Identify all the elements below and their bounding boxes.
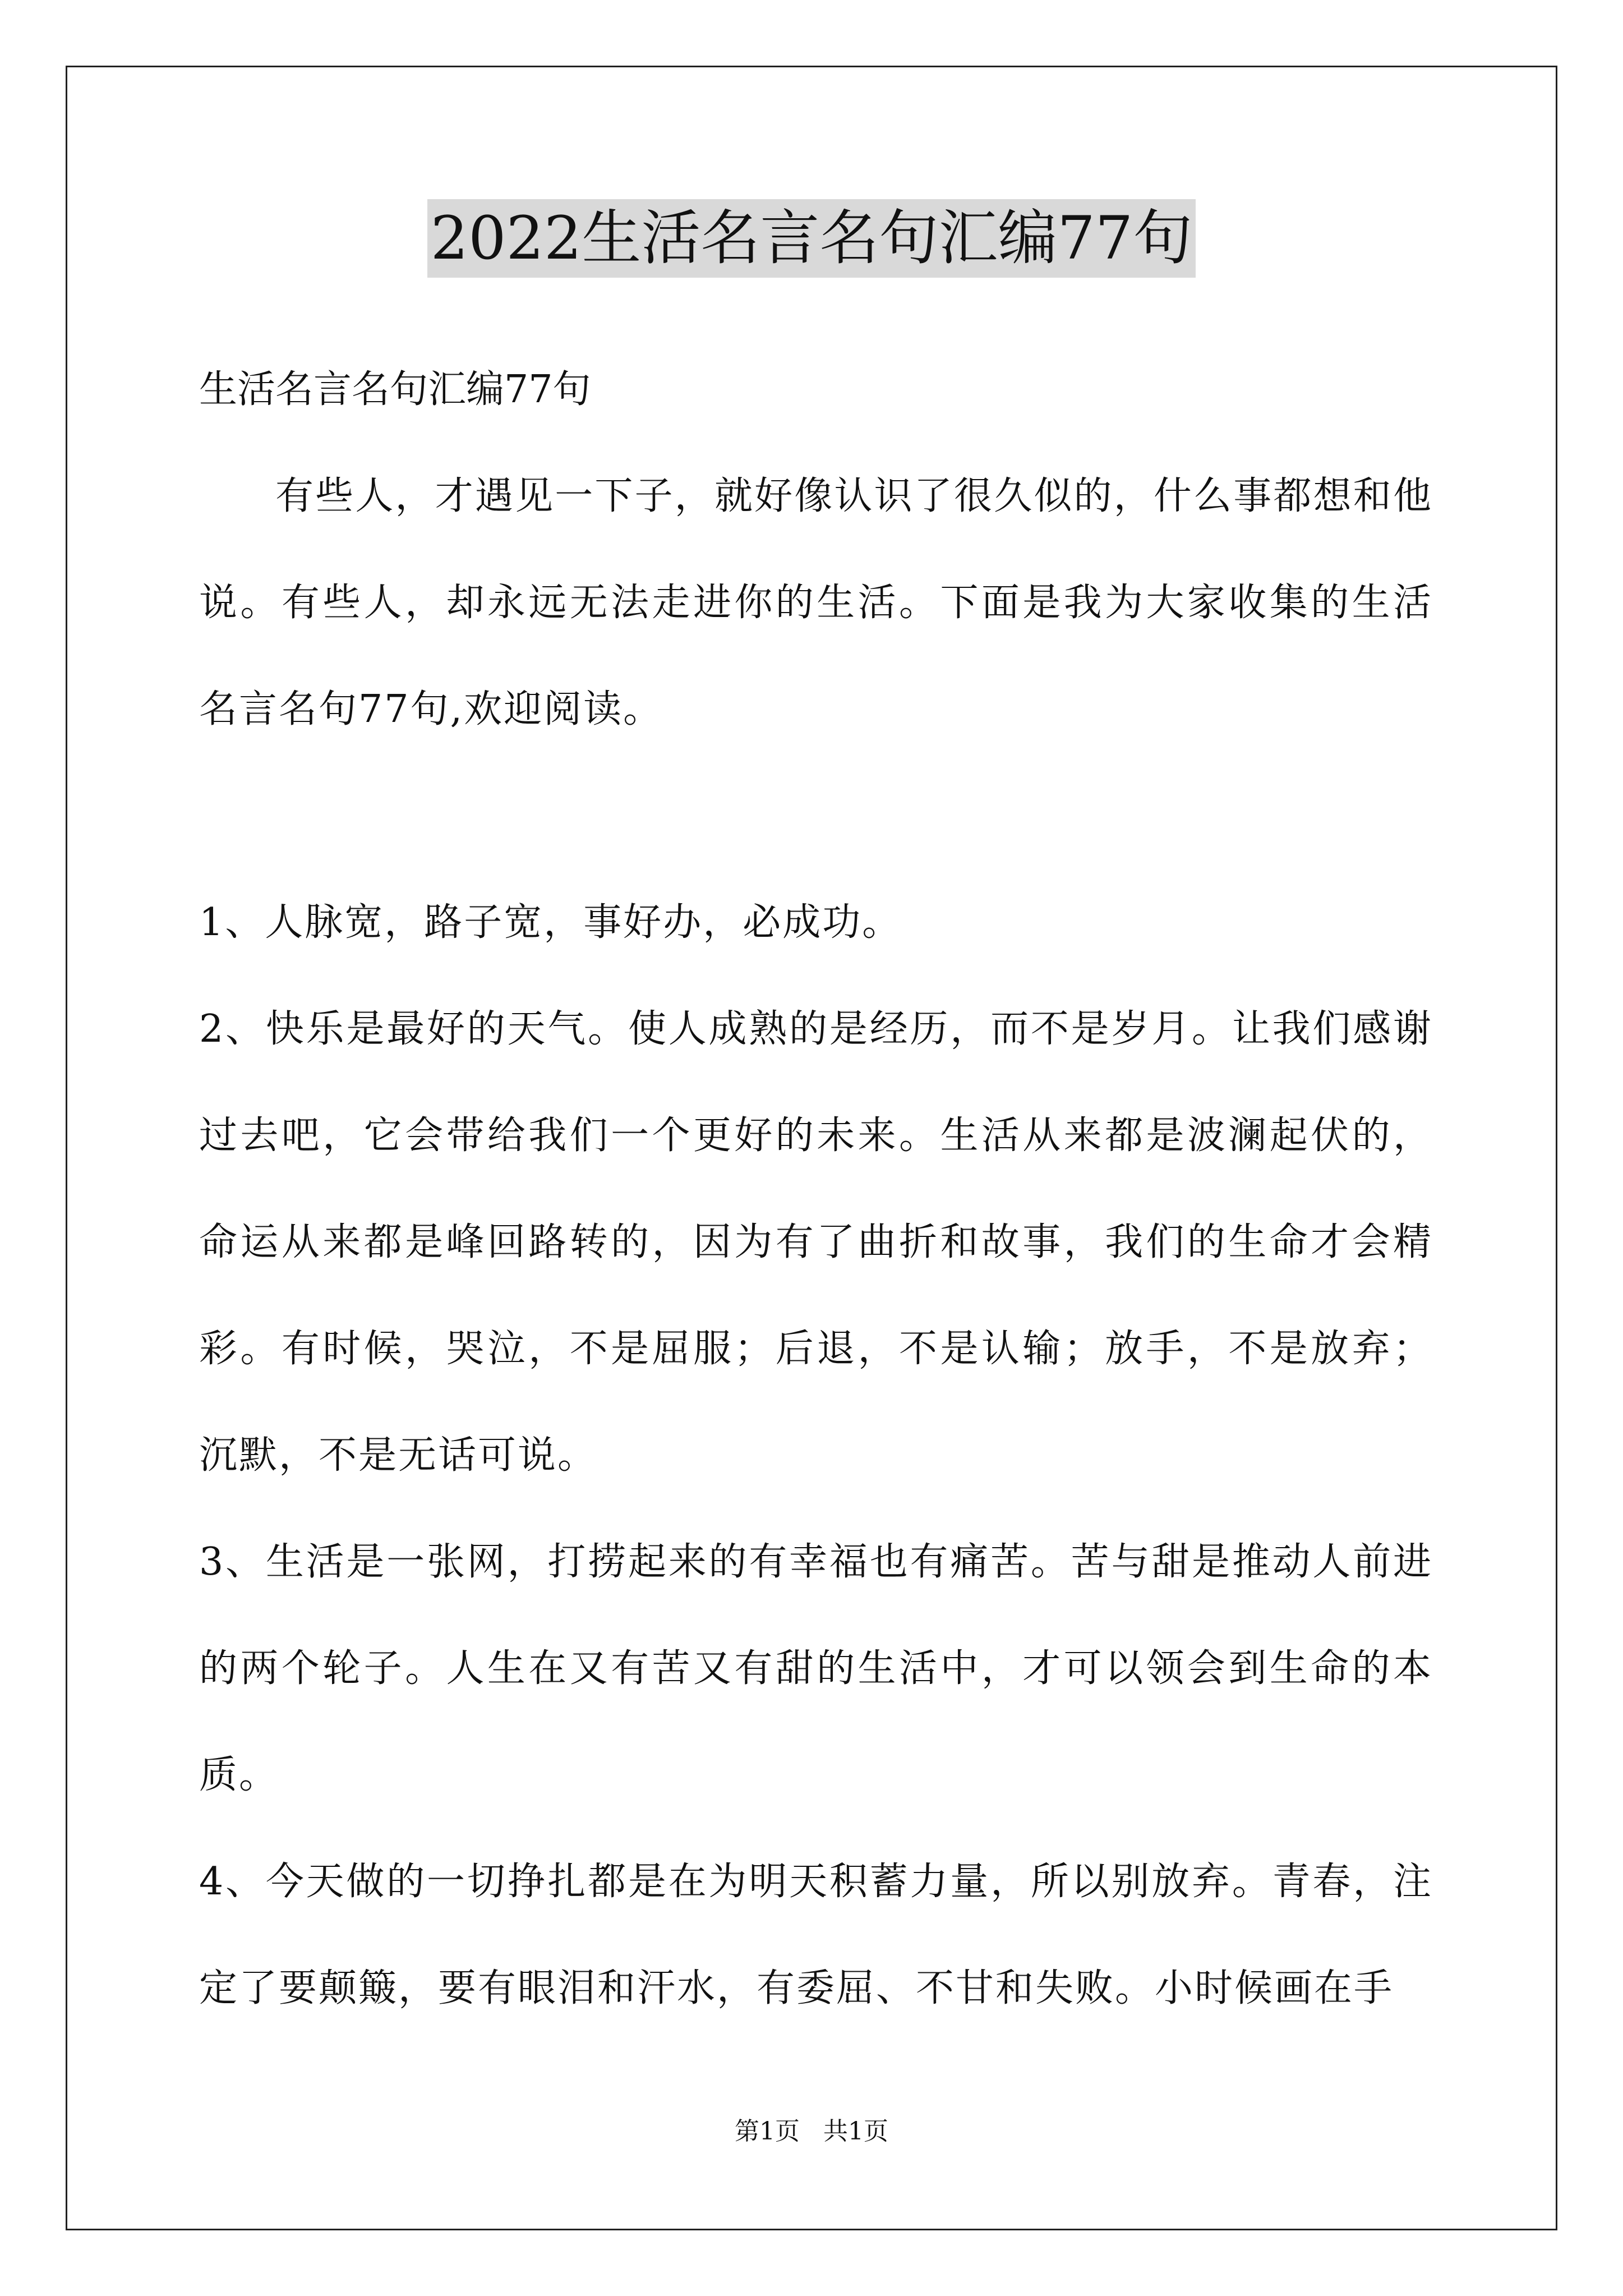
quote-item: 3、生活是一张网，打捞起来的有幸福也有痛苦。苦与甜是推动人前进的两个轮子。人生在又有苦又有甜的生活中，才可以领会到生命的本质。 — [199, 1540, 1433, 1797]
document-title: 2022生活名言名句汇编77句 — [427, 199, 1196, 278]
intro-paragraph: 有些人，才遇见一下子，就好像认识了很久似的，什么事都想和他说。有些人，却永远无法走进你的生活。下面是我为大家收集的生活名言名句77句,欢迎阅读。 — [199, 474, 1433, 731]
quote-item: 2、快乐是最好的天气。使人成熟的是经历，而不是岁月。让我们感谢过去吧，它会带给我们一个更好的未来。生活从来都是波澜起伏的，命运从来都是峰回路转的，因为有了曲折和故事，我们的生命才会精彩。有时候，哭泣，不是屈服；后退，不是认输；放手，不是放弃；沉默，不是无话可说。 — [199, 1007, 1433, 1478]
quote-item: 4、今天做的一切挣扎都是在为明天积蓄力量，所以别放弃。青春，注定了要颠簸，要有眼泪和汗水，有委屈、不甘和失败。小时候画在手 — [199, 1860, 1433, 2010]
title-wrapper — [0, 199, 1623, 278]
document-subtitle: 生活名言名句汇编77句 — [199, 367, 591, 412]
quote-item: 1、人脉宽，路子宽，事好办，必成功。 — [199, 900, 902, 945]
page-footer: 第1页 共1页 — [735, 2117, 888, 2146]
paragraph-spacer — [199, 763, 1433, 869]
document-body — [199, 337, 1433, 2042]
